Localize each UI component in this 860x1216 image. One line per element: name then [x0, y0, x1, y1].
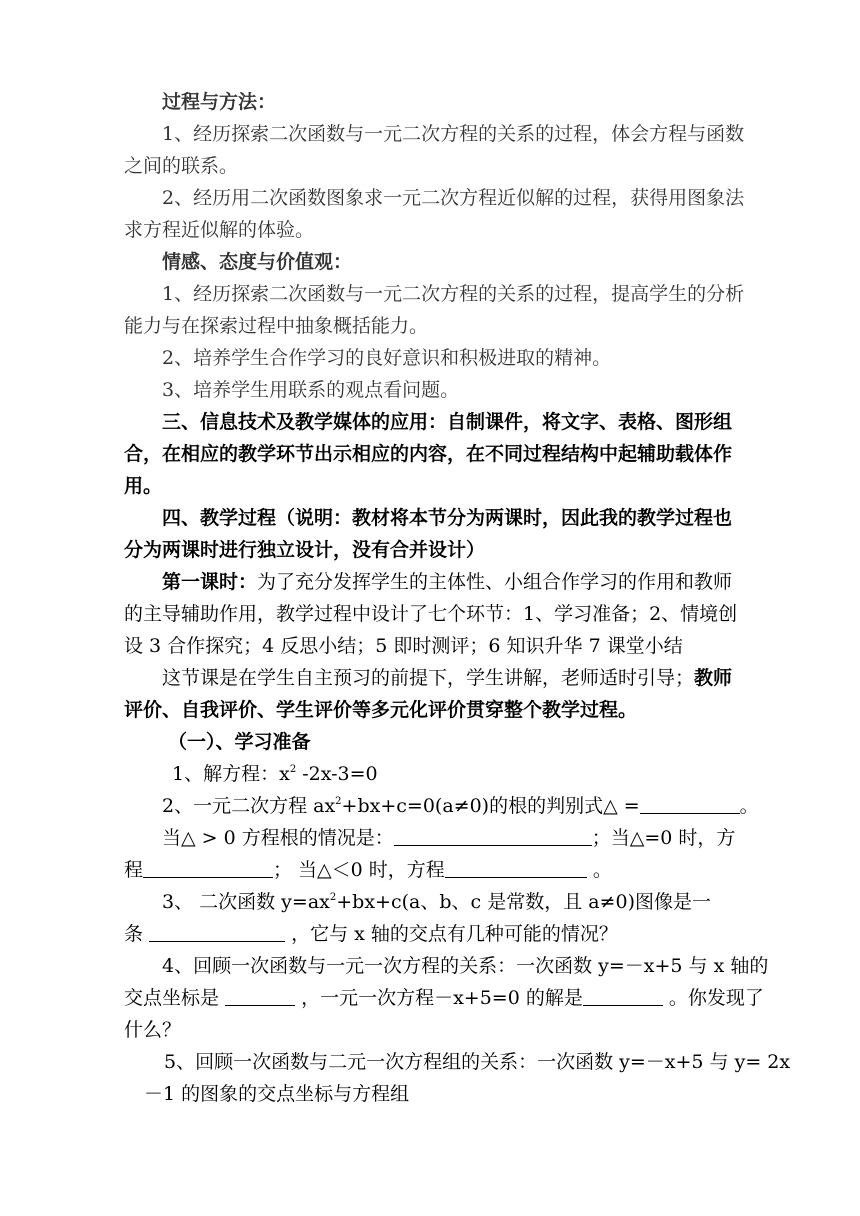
class-note-line-1	[162, 666, 732, 690]
question-2-formula: +bx+c=0(a≠0)的根的判别式△ =	[341, 795, 640, 817]
superscript: 2	[335, 796, 342, 807]
question-4b-start: 交点坐标是	[124, 987, 226, 1009]
section-4-line-1: 四、教学过程（说明：教材将本节分为两课时，因此我的教学过程也	[162, 507, 733, 529]
question-2-part-b	[162, 826, 735, 850]
question-3b-start: 条	[124, 923, 150, 945]
superscript: 2	[289, 764, 297, 775]
class-note-emphasis: 教师	[694, 667, 733, 689]
question-2b-continue: ；当△=0 时，方	[591, 827, 736, 849]
process-item-2-line-2: 求方程近似解的体验。	[124, 219, 315, 241]
question-2b-text: 当△ > 0 方程根的情况是：	[162, 827, 394, 849]
lesson-1-line-3: 设 3 合作探究；4 反思小结；5 即时测评；6 知识升华 7 课堂小结	[124, 635, 683, 657]
answer-blank[interactable]	[143, 859, 273, 878]
answer-blank[interactable]	[394, 827, 592, 846]
process-item-1-line-1: 1、经历探索二次函数与一元二次方程的关系的过程，体会方程与函数	[162, 123, 745, 145]
lesson-1-label: 第一课时：	[162, 571, 258, 593]
question-1-equation: -2x-3=0	[296, 763, 378, 785]
question-5-line-1: 5、回顾一次函数与二元一次方程组的关系：一次函数 y=－x+5 与 y= 2x	[164, 1051, 791, 1073]
answer-blank[interactable]	[445, 859, 587, 878]
process-item-2-line-1: 2、经历用二次函数图象求一元二次方程近似解的过程，获得用图象法	[162, 187, 745, 209]
answer-blank[interactable]	[149, 923, 285, 942]
question-3-continue: +bx+c(a、b、c 是常数，且 a≠0)图像是一	[336, 891, 711, 913]
question-2-end: 。	[739, 795, 759, 817]
question-3-text: 3、 二次函数 y=ax	[162, 891, 330, 913]
question-4b-end: 。你发现了	[662, 987, 764, 1009]
question-1	[172, 762, 378, 786]
question-2-text: 2、一元二次方程 ax	[162, 795, 336, 817]
question-3b-text: ，它与 x 轴的交点有几种可能的情况？	[285, 923, 618, 945]
superscript: 2	[329, 892, 337, 903]
process-item-1-line-2: 之间的联系。	[124, 155, 239, 177]
lesson-1-line-1	[162, 570, 732, 594]
section-3-line-2: 合，在相应的教学环节出示相应的内容，在不同过程结构中起辅助载体作	[124, 443, 733, 465]
question-3	[162, 890, 711, 914]
question-4b-mid: ，一元一次方程－x+5=0 的解是	[295, 987, 583, 1009]
question-1-text: 1、解方程：x	[172, 763, 290, 785]
emotion-item-1-line-2: 能力与在探索过程中抽象概括能力。	[124, 315, 429, 337]
question-2c-start: 程	[124, 859, 144, 881]
question-4-line-2	[124, 986, 764, 1010]
section-3-line-1: 三、信息技术及教学媒体的应用：自制课件，将文字、表格、图形组	[162, 411, 733, 433]
question-4-line-1: 4、回顾一次函数与一元一次方程的关系：一次函数 y=－x+5 与 x 轴的	[162, 955, 769, 977]
question-2c-mid: ； 当△＜0 时，方程	[273, 859, 445, 881]
section-3-line-3: 用。	[124, 475, 163, 497]
section-4-line-2: 分为两课时进行独立设计，没有合并设计）	[124, 539, 486, 561]
question-4-line-3: 什么？	[124, 1019, 182, 1041]
process-heading: 过程与方法：	[162, 91, 277, 113]
question-5-line-2: －1 的图象的交点坐标与方程组	[144, 1083, 410, 1105]
answer-blank[interactable]	[583, 987, 663, 1006]
class-note-text: 这节课是在学生自主预习的前提下，学生讲解，老师适时引导；	[162, 667, 695, 689]
answer-blank[interactable]	[225, 987, 295, 1006]
question-2-part-c	[124, 858, 612, 882]
question-2c-end: 。	[586, 859, 612, 881]
lesson-1-line-2: 的主导辅助作用，教学过程中设计了七个环节：1、学习准备；2、情境创	[124, 603, 738, 625]
lesson-1-text: 为了充分发挥学生的主体性、小组合作学习的作用和教师	[257, 571, 733, 593]
prep-heading: （一）、学习准备	[168, 731, 311, 753]
answer-blank[interactable]	[640, 795, 740, 814]
question-3-part-b	[124, 922, 618, 946]
class-note-line-2: 评价、自我评价、学生评价等多元化评价贯穿整个教学过程。	[124, 699, 638, 721]
emotion-item-2: 2、培养学生合作学习的良好意识和积极进取的精神。	[162, 347, 612, 369]
emotion-heading: 情感、态度与价值观：	[162, 251, 353, 273]
emotion-item-3: 3、培养学生用联系的观点看问题。	[162, 379, 460, 401]
question-2	[162, 794, 759, 818]
emotion-item-1-line-1: 1、经历探索二次函数与一元二次方程的关系的过程，提高学生的分析	[162, 283, 745, 305]
